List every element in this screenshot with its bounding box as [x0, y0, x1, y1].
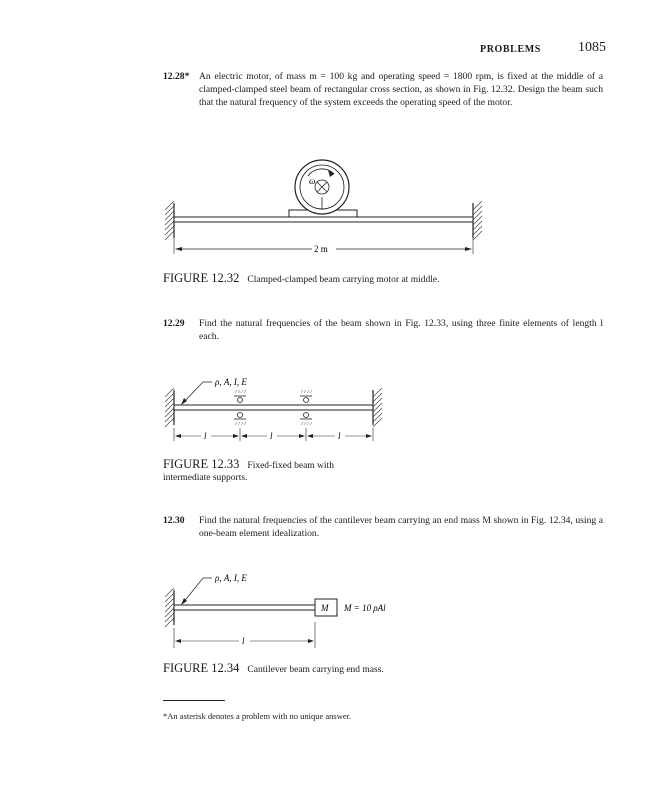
problem-number: 12.28* [163, 71, 190, 82]
figure-caption-line2: intermediate supports. [163, 473, 248, 483]
segment-label: l [242, 636, 245, 646]
footnote-rule [163, 700, 225, 701]
properties-label: ρ, A, I, E [215, 377, 247, 387]
problem-text: An electric motor, of mass m = 100 kg and operating speed = 1800 rpm, is fixed at the middle of a clamped-clamped steel beam of rectangular cross section, as shown in Fig. 12.32. Design the beam such that the natural frequency of the system exceeds the operating speed of the motor. [199, 71, 603, 108]
figure-caption: Clamped-clamped beam carrying motor at middle. [247, 275, 440, 285]
mass-value: M = 10 ρAl [344, 603, 386, 613]
running-header: PROBLEMS [480, 44, 541, 55]
page-number: 1085 [578, 40, 606, 55]
problem-number: 12.29 [163, 318, 185, 329]
figure-caption-line1: Fixed-fixed beam with [247, 461, 334, 471]
mass-label: M [321, 603, 329, 613]
footnote: *An asterisk denotes a problem with no unique answer. [163, 711, 352, 721]
omega-label: ω [309, 176, 316, 186]
figure-label: FIGURE 12.34 [163, 661, 240, 675]
problem-text: Find the natural frequencies of the cantilever beam carrying an end mass M shown in Fig. 12.34, using a one-beam element idealization. [199, 515, 603, 539]
figure-label: FIGURE 12.32 [163, 271, 240, 285]
figure-label: FIGURE 12.33 [163, 457, 240, 471]
properties-label: ρ, A, I, E [215, 573, 247, 583]
figure-caption: Cantilever beam carrying end mass. [247, 665, 384, 675]
problem-number: 12.30 [163, 515, 185, 526]
segment-label-1: l [204, 431, 207, 441]
dimension-label: 2 m [314, 244, 328, 254]
segment-label-2: l [270, 431, 273, 441]
figure-12-34-caption [163, 661, 384, 676]
segment-label-3: l [338, 431, 341, 441]
problem-text: Find the natural frequencies of the beam shown in Fig. 12.33, using three finite elements of length l each. [199, 318, 603, 342]
